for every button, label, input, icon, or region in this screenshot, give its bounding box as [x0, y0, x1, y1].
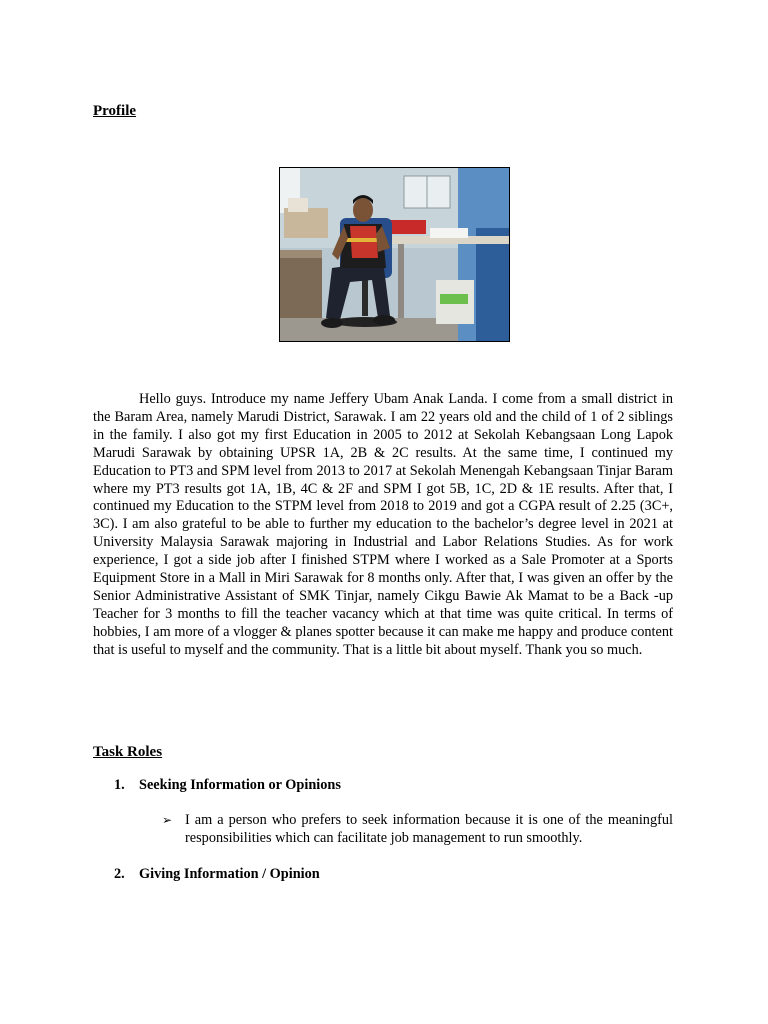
task-role-item — [114, 865, 320, 883]
task-role-number: 1. — [114, 777, 125, 793]
task-role-title: Giving Information / Opinion — [139, 866, 320, 882]
task-roles-heading: Task Roles — [93, 744, 163, 760]
task-role-number: 2. — [114, 866, 125, 882]
task-role-item — [114, 776, 341, 794]
profile-heading: Profile — [93, 103, 137, 119]
arrow-bullet-icon: ➢ — [162, 813, 173, 827]
task-role-title: Seeking Information or Opinions — [139, 777, 341, 793]
task-role-bullet — [162, 812, 673, 848]
profile-photo — [279, 167, 510, 342]
profile-paragraph: Hello guys. Introduce my name Jeffery Ubam Anak Landa. I come from a small district in the Baram Area, namely Marudi District, Sarawak. I am 22 years old and the child of 1 of 2 siblings in the family. I also got my first Education in 2005 to 2012 at Sekolah Kebangsaan Long Lapok Marudi Sarawak by obtaining UPSR 1A, 2B & 2C results. At the same time, I continued my Education to PT3 and SPM level from 2013 to 2017 at Sekolah Menengah Kebangsaan Tinjar Baram where my PT3 results got 1A, 1B, 4C & 2F and SPM I got 5B, 1C, 2D & 1E results. After that, I continued my Education to the STPM level from 2018 to 2019 and got a CGPA result of 2.25 (3C+, 3C). I am also grateful to be able to further my education to the bachelor’s degree level in 2021 at University Malaysia Sarawak majoring in Industrial and Labor Relations Studies. As for work experience, I got a side job after I finished STPM where I worked as a Sale Promoter at a Sports Equipment Store in a Mall in Miri Sarawak for 8 months only. After that, I was given an offer by the Senior Administrative Assistant of SMK Tinjar, namely Cikgu Bawie Ak Mamat to be a Back -up Teacher for 3 months to fill the teacher vacancy which at that time was quite critical. In terms of hobbies, I am more of a vlogger & planes spotter because it can make me happy and produce content that is useful to myself and the community. That is a little bit about myself. Thank you so much. — [93, 391, 673, 658]
task-role-bullet-text: I am a person who prefers to seek information because it is one of the meaningful responsibilities which can facilitate job management to run smoothly. — [185, 812, 673, 846]
